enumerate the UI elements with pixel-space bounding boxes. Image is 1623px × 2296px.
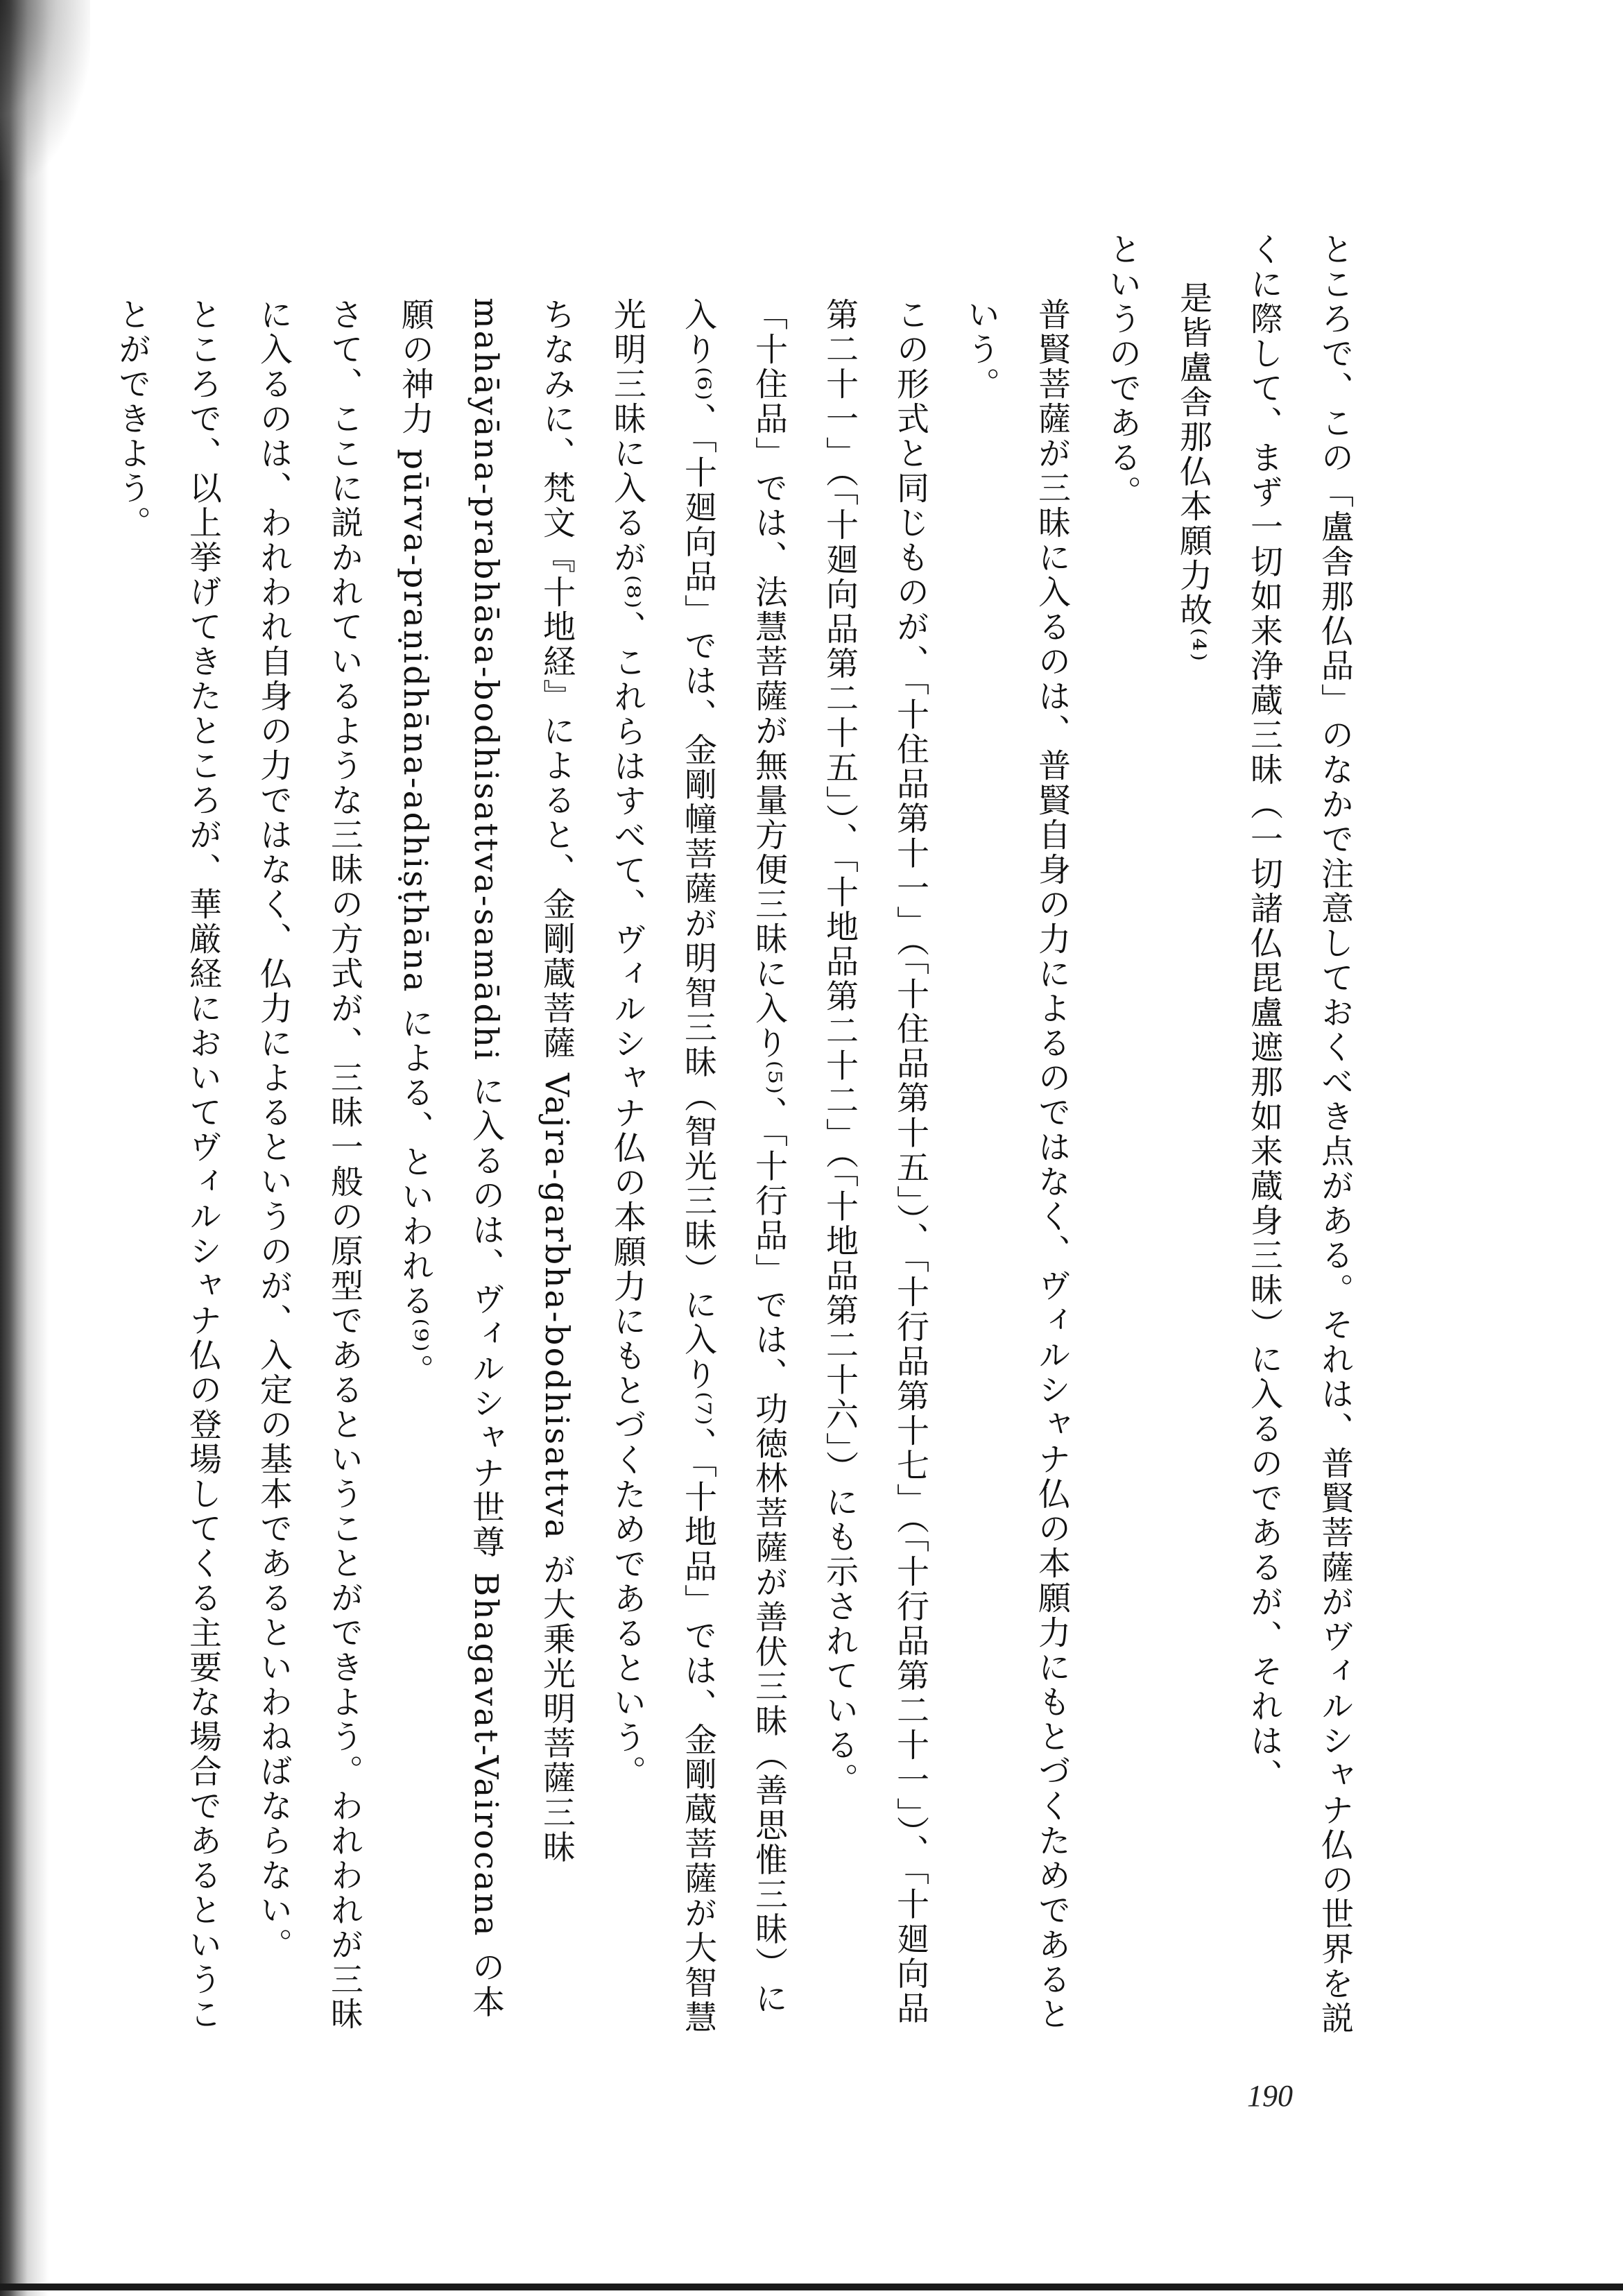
scan-binding-shadow — [0, 0, 49, 2296]
quoted-passage: 是皆盧舎那仏本願力故⁽⁴⁾ — [1174, 281, 1212, 663]
paragraph: この形式と同じものが、「十住品第十一」（「十住品第十五」）、「十行品第十七」（「十行品第二十一」）、「十廻向品第二十一」（「十廻向品第二十五」）、「十地品第二十二」（「十地品第二十六」）にも示されている。 — [821, 298, 929, 2026]
vertical-body-text — [96, 232, 1370, 2036]
paragraph: さて、ここに説かれているような三昧の方式が、三昧一般の原型であるということができよう。われわれが三昧に入るのは、われわれ自身の力ではなく、仏力によるというのが、入定の基本であるといわねばならない。 — [255, 298, 363, 2032]
paragraph: ところで、以上挙げてきたところが、華厳経においてヴィルシャナ仏の登場してくる主要な場合であるということができよう。 — [113, 298, 222, 2032]
paragraph: 「十住品」では、法慧菩薩が無量方便三昧に入り⁽⁵⁾、「十行品」では、功徳林菩薩が善伏三昧（善思惟三昧）に入り⁽⁶⁾、「十廻向品」では、金剛幢菩薩が明智三昧（智光三昧）に入り⁽⁷⁾、「十地品」では、金剛蔵菩薩が大智慧光明三昧に入るが⁽⁸⁾、これらはすべて、ヴィルシャナ仏の本願力にもとづくためであるという。 — [608, 298, 788, 2035]
paragraph: ところで、この「盧舎那仏品」のなかで注意しておくべき点がある。それは、普賢菩薩がヴィルシャナ仏の世界を説くに際して、まず一切如来浄蔵三昧（一切諸仏毘盧遮那如来蔵身三昧）に入るのであるが、それは、 — [1245, 232, 1354, 2036]
paragraph: ちなみに、梵文『十地経』によると、金剛蔵菩薩 Vajra-garbha-bodhisattva が大乗光明菩薩三昧 mahāyāna-prabhāsa-bodhisattva-samādhi に入るのは、ヴィルシャナ世尊 Bhagavat-Vairocana の本願の神力 pūrva-praṇidhāna-adhiṣṭhāna による、といわれる⁽⁹⁾。 — [396, 298, 576, 2020]
scan-corner-smudge — [0, 0, 90, 180]
paragraph: 普賢菩薩が三昧に入るのは、普賢自身の力によるのではなく、ヴィルシャナ仏の本願力にもとづくためであるという。 — [962, 298, 1071, 2032]
page-number: 190 — [1247, 2079, 1293, 2113]
paragraph: というのである。 — [1104, 232, 1142, 510]
scan-bottom-edge — [0, 2284, 1623, 2290]
